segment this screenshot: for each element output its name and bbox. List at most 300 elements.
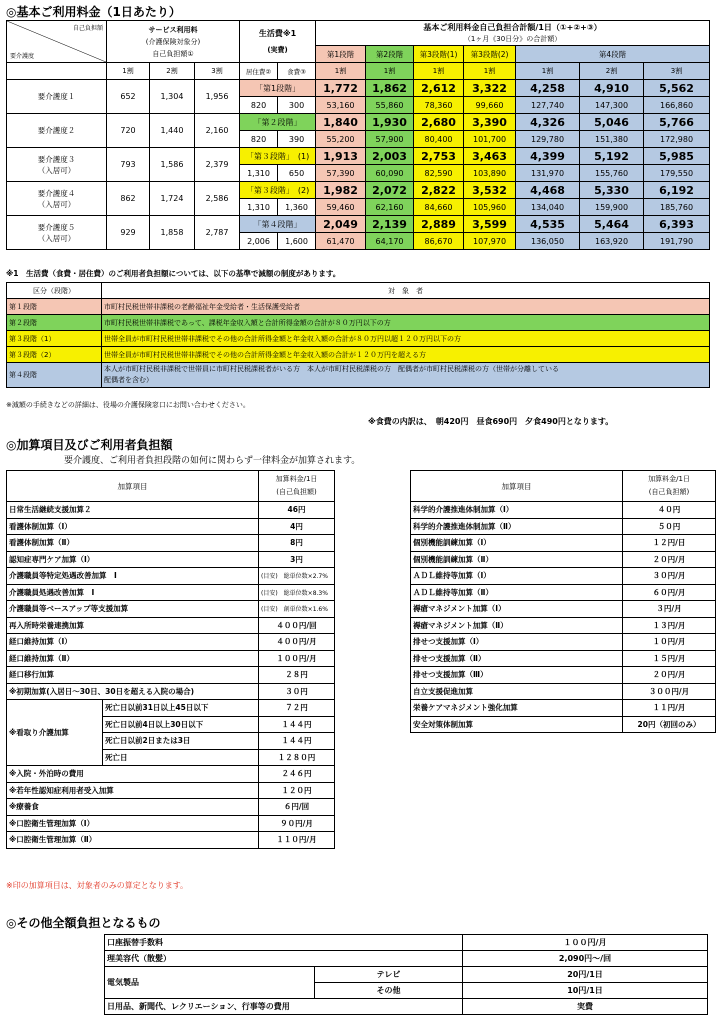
monthly-total: 172,980 <box>644 131 710 148</box>
addition-fee: １１円/月 <box>623 700 716 717</box>
service-fee-sub2: 自己負担額① <box>152 49 194 58</box>
stage-label: 第１段階 <box>7 299 102 315</box>
wari-head: 3割 <box>195 63 240 80</box>
addition-fee: ４０円 <box>623 502 716 519</box>
addition-row <box>7 518 335 535</box>
daily-total: 1,840 <box>316 114 366 131</box>
addition-row <box>7 584 335 601</box>
head-fee-sub: (自己負担額) <box>648 488 690 496</box>
total-header <box>316 21 710 46</box>
care-level-label: 要介護度５ <box>37 222 76 232</box>
daily-total: 3,322 <box>464 80 516 97</box>
additions-table-left <box>6 470 335 849</box>
electric-label: 電気製品 <box>105 967 315 999</box>
stage-row <box>7 299 710 315</box>
stage-target <box>102 363 710 388</box>
addition-fee: 46円 <box>259 502 335 519</box>
addition-row <box>7 815 335 832</box>
service-fee-value: 2,379 <box>195 148 240 182</box>
stage-head-3: 第3段階(1) <box>414 46 464 63</box>
stage-label: 第３段階（1） <box>7 331 102 347</box>
blank-cell <box>7 63 107 80</box>
addition-name: ※口腔衛生管理加算（Ⅱ） <box>7 832 259 849</box>
addition-fee: (目安) 創単位数×1.6% <box>259 601 335 618</box>
addition-fee: ４００円/月 <box>259 634 335 651</box>
addition-row <box>7 766 335 783</box>
monthly-total: 134,040 <box>516 199 580 216</box>
red-note: ※印の加算項目は、対象者のみの算定となります。 <box>6 881 189 890</box>
addition-row <box>411 568 716 585</box>
daily-total: 5,464 <box>580 216 644 233</box>
service-fee-title: サービス利用料 <box>148 25 198 34</box>
total-sub: （1ヶ月《30日分》の合計額） <box>463 34 562 43</box>
daily-total: 6,393 <box>644 216 710 233</box>
addition-name: 経口維持加算（Ⅱ） <box>7 650 259 667</box>
living-cost-value: 1,360 <box>278 199 316 216</box>
stage-wari-head: 1割 <box>316 63 366 80</box>
monthly-total: 61,470 <box>316 233 366 250</box>
care-level <box>7 216 107 250</box>
head-fee-label: 加算料金/1日 <box>648 475 690 483</box>
living-col-head: 食費③ <box>278 63 316 80</box>
service-fee-value: 1,440 <box>150 114 195 148</box>
addition-fee: 3円 <box>259 551 335 568</box>
monthly-total: 127,740 <box>516 97 580 114</box>
daily-total: 1,862 <box>366 80 414 97</box>
monthly-total: 151,380 <box>580 131 644 148</box>
addition-name: 褥瘡マネジメント加算（Ⅱ） <box>411 617 623 634</box>
service-fee-header <box>107 21 240 63</box>
procedure-note: ※減額の手続きなどの詳細は、役場の介護保険窓口にお問い合わせください。 <box>6 401 250 409</box>
addition-row <box>7 832 335 849</box>
daily-total: 2,753 <box>414 148 464 165</box>
stage-target-text: 本人が市町村民税非課税で世帯員に市町村民税課税者がいる方 本人が市町村民税課税の方 配偶者が市町村民税課税の方（世帯が分離している <box>104 365 559 373</box>
addition-row <box>411 601 716 618</box>
monthly-total: 60,090 <box>366 165 414 182</box>
additions-right-head-fee <box>623 471 716 502</box>
addition-fee: ３００円/月 <box>623 683 716 700</box>
addition-row <box>7 683 335 700</box>
addition-fee: ３０円 <box>259 683 335 700</box>
addition-fee: １５円/月 <box>623 650 716 667</box>
other-item-name: 口座振替手数料 <box>105 935 463 951</box>
addition-name: 経口移行加算 <box>7 667 259 684</box>
level-row-top <box>7 182 710 199</box>
monthly-total: 191,790 <box>644 233 710 250</box>
addition-fee: ４００円/回 <box>259 617 335 634</box>
monthly-total: 131,970 <box>516 165 580 182</box>
monthly-total: 78,360 <box>414 97 464 114</box>
addition-fee: 4円 <box>259 518 335 535</box>
stage-label: 第３段階（2） <box>7 347 102 363</box>
daily-total: 2,889 <box>414 216 464 233</box>
daily-total: 3,463 <box>464 148 516 165</box>
section-title-basic-fee: ◎基本ご利用料金（1日あたり） <box>6 5 181 19</box>
daily-total: 3,532 <box>464 182 516 199</box>
living-cost-value: 300 <box>278 97 316 114</box>
level-row-top <box>7 114 710 131</box>
monthly-total: 80,400 <box>414 131 464 148</box>
addition-name: 介護職員等ベースアップ等支援加算 <box>7 601 259 618</box>
daily-total: 1,772 <box>316 80 366 97</box>
addition-fee: ２８円 <box>259 667 335 684</box>
wari-head: 1割 <box>107 63 150 80</box>
wari-head: 2割 <box>150 63 195 80</box>
monthly-total: 99,660 <box>464 97 516 114</box>
service-fee-value: 793 <box>107 148 150 182</box>
daily-total: 3,390 <box>464 114 516 131</box>
monthly-total: 57,390 <box>316 165 366 182</box>
mitori-period: 死亡日以前2日または3日 <box>103 733 259 750</box>
daily-total: 4,910 <box>580 80 644 97</box>
daily-total: 5,046 <box>580 114 644 131</box>
addition-name: 看護体制加算（Ⅱ） <box>7 535 259 552</box>
service-fee-value: 1,724 <box>150 182 195 216</box>
stage-head-category: 区分（段階） <box>7 283 102 299</box>
monthly-total: 129,780 <box>516 131 580 148</box>
stage-tag: 「第３段階」 (2) <box>240 182 316 199</box>
addition-row <box>411 535 716 552</box>
monthly-total: 86,670 <box>414 233 464 250</box>
other-item-name: 理美容代（散髪） <box>105 951 463 967</box>
addition-row <box>411 551 716 568</box>
diag-top-label: 自己負担額 <box>72 25 103 32</box>
addition-row <box>411 584 716 601</box>
addition-fee: １３円/月 <box>623 617 716 634</box>
addition-name: 排せつ支援加算（Ⅰ） <box>411 634 623 651</box>
mitori-period: 死亡日 <box>103 749 259 766</box>
stage-target-text: 世帯全員が市町村民税世帯非課税でその他の合計所得金額と年金収入額の合計が８０万円以超１２０万円以下の方 <box>104 334 461 343</box>
daily-total: 4,535 <box>516 216 580 233</box>
addition-fee: (目安) 総単位数×2.7% <box>259 568 335 585</box>
additions-subtitle: 要介護度、ご利用者負担段階の如何に関わらず一律料金が加算されます。 <box>64 456 361 466</box>
addition-row <box>411 634 716 651</box>
living-cost-value: 1,600 <box>278 233 316 250</box>
addition-fee: ６円/回 <box>259 799 335 816</box>
addition-name: 科学的介護推進体制加算（Ⅰ） <box>411 502 623 519</box>
daily-total: 5,562 <box>644 80 710 97</box>
daily-total: 4,468 <box>516 182 580 199</box>
living-col-head: 居住費② <box>240 63 278 80</box>
daily-total: 5,330 <box>580 182 644 199</box>
stage-target-text: 市町村民税世帯非課税の老齢福祉年金受給者・生活保護受給者 <box>104 302 300 311</box>
living-cost-header <box>240 21 316 63</box>
addition-fee: １００円/月 <box>259 650 335 667</box>
service-fee-value: 2,160 <box>195 114 240 148</box>
addition-fee: ３０円/月 <box>623 568 716 585</box>
service-fee-sub1: (介護保険対象分) <box>145 37 201 46</box>
addition-fee: (目安) 総単位数×8.3% <box>259 584 335 601</box>
care-level-sub: （入居可） <box>37 199 76 209</box>
daily-total: 2,822 <box>414 182 464 199</box>
addition-row <box>411 617 716 634</box>
stage-target <box>102 331 710 347</box>
mitori-label: ※看取り介護加算 <box>7 700 103 766</box>
monthly-total: 55,860 <box>366 97 414 114</box>
addition-row <box>411 683 716 700</box>
living-cost-sub: (実費) <box>267 45 288 54</box>
daily-total: 2,612 <box>414 80 464 97</box>
addition-name: 科学的介護推進体制加算（Ⅱ） <box>411 518 623 535</box>
stage-wari-head: 1割 <box>516 63 580 80</box>
service-fee-value: 652 <box>107 80 150 114</box>
head-fee-label: 加算料金/1日 <box>275 475 318 483</box>
addition-fee: ６０円/月 <box>623 584 716 601</box>
daily-total: 4,399 <box>516 148 580 165</box>
stage-target <box>102 299 710 315</box>
electric-item-name: その他 <box>315 983 463 999</box>
living-cost-value: 1,310 <box>240 165 278 182</box>
mitori-row <box>7 700 335 717</box>
additions-left-head-item: 加算項目 <box>7 471 259 502</box>
addition-row <box>411 650 716 667</box>
other-costs-table <box>104 934 708 1015</box>
addition-name: 褥瘡マネジメント加算（Ⅰ） <box>411 601 623 618</box>
addition-fee: ９０円/月 <box>259 815 335 832</box>
monthly-total: 179,550 <box>644 165 710 182</box>
living-cost-value: 820 <box>240 131 278 148</box>
daily-total: 2,003 <box>366 148 414 165</box>
monthly-total: 166,860 <box>644 97 710 114</box>
addition-row <box>411 700 716 717</box>
addition-fee: ３円/月 <box>623 601 716 618</box>
addition-row <box>7 634 335 651</box>
stage-head-4: 第3段階(2) <box>464 46 516 63</box>
monthly-total: 82,590 <box>414 165 464 182</box>
stage-label: 第４段階 <box>7 363 102 388</box>
stage-row <box>7 347 710 363</box>
daily-total: 5,192 <box>580 148 644 165</box>
care-level-label: 要介護度４ <box>37 188 76 198</box>
service-fee-value: 1,956 <box>195 80 240 114</box>
living-cost-value: 1,310 <box>240 199 278 216</box>
electric-item-fee: 10円/1日 <box>463 983 708 999</box>
level-row-top <box>7 80 710 97</box>
addition-row <box>7 551 335 568</box>
addition-name: ※療養食 <box>7 799 259 816</box>
stage-tag: 「第４段階」 <box>240 216 316 233</box>
monthly-total: 84,660 <box>414 199 464 216</box>
stage-row <box>7 315 710 331</box>
total-title: 基本ご利用料金自己負担合計額/1日（①+②+③） <box>423 22 602 32</box>
section-title-other: ◎その他全額負担となるもの <box>6 916 161 930</box>
addition-row <box>7 568 335 585</box>
daily-total: 1,930 <box>366 114 414 131</box>
daily-total: 1,982 <box>316 182 366 199</box>
service-fee-value: 720 <box>107 114 150 148</box>
stage-tag: 「第２段階」 <box>240 114 316 131</box>
monthly-total: 163,920 <box>580 233 644 250</box>
monthly-total: 155,760 <box>580 165 644 182</box>
other-item-fee: １００円/月 <box>463 935 708 951</box>
additions-right-head-item: 加算項目 <box>411 471 623 502</box>
addition-name: ※若年性認知症利用者受入加算 <box>7 782 259 799</box>
daily-total: 4,326 <box>516 114 580 131</box>
addition-name: 介護職員等特定処遇改善加算 Ⅰ <box>7 568 259 585</box>
addition-row <box>7 502 335 519</box>
daily-total: 2,139 <box>366 216 414 233</box>
care-level-label: 要介護度１ <box>37 92 76 101</box>
stage-wari-head: 1割 <box>366 63 414 80</box>
addition-row <box>7 617 335 634</box>
addition-name: 介護職員処遇改善加算 Ⅰ <box>7 584 259 601</box>
care-level <box>7 182 107 216</box>
stage-row <box>7 331 710 347</box>
daily-total: 6,192 <box>644 182 710 199</box>
addition-name: 看護体制加算（Ⅰ） <box>7 518 259 535</box>
diagonal-header-cell <box>7 21 107 63</box>
service-fee-value: 2,787 <box>195 216 240 250</box>
care-level <box>7 80 107 114</box>
additions-left-head-fee <box>259 471 335 502</box>
level-row-top <box>7 216 710 233</box>
addition-fee: １０円/月 <box>623 634 716 651</box>
living-cost-value: 2,006 <box>240 233 278 250</box>
monthly-total: 105,960 <box>464 199 516 216</box>
stage-target <box>102 347 710 363</box>
living-cost-note: ※1 生活費（食費・居住費）のご利用者負担額については、以下の基準で減額の制度があります。 <box>6 269 341 278</box>
addition-name: ＡＤＬ維持等加算（Ⅰ） <box>411 568 623 585</box>
monthly-total: 159,900 <box>580 199 644 216</box>
other-row <box>105 999 708 1015</box>
other-item-fee: 実費 <box>463 999 708 1015</box>
head-fee-sub: (自己負担額) <box>276 488 317 496</box>
diag-bottom-label: 要介護度 <box>10 53 35 60</box>
living-cost-value: 820 <box>240 97 278 114</box>
addition-fee: １２０円 <box>259 782 335 799</box>
meal-note: ※食費の内訳は、 朝420円 昼食690円 夕食490円となります。 <box>368 417 614 426</box>
addition-row <box>7 799 335 816</box>
monthly-total: 103,890 <box>464 165 516 182</box>
addition-name: 経口維持加算（Ⅰ） <box>7 634 259 651</box>
addition-row <box>7 601 335 618</box>
other-item-name: 日用品、新聞代、レクリエーション、行事等の費用 <box>105 999 463 1015</box>
care-level <box>7 148 107 182</box>
addition-name: 排せつ支援加算（Ⅱ） <box>411 650 623 667</box>
addition-row <box>7 535 335 552</box>
service-fee-value: 929 <box>107 216 150 250</box>
daily-total: 2,680 <box>414 114 464 131</box>
daily-total: 4,258 <box>516 80 580 97</box>
mitori-fee: ７２円 <box>259 700 335 717</box>
stage-head-1: 第1段階 <box>316 46 366 63</box>
care-level <box>7 114 107 148</box>
other-row <box>105 951 708 967</box>
care-level-label: 要介護度２ <box>37 126 76 135</box>
electric-item-fee: 20円/1日 <box>463 967 708 983</box>
stage-target-text2: 配偶者を含む） <box>104 376 153 384</box>
addition-fee: 20円（初回のみ） <box>623 716 716 733</box>
addition-fee: ２０円/月 <box>623 667 716 684</box>
addition-fee: ２４６円 <box>259 766 335 783</box>
addition-name: 再入所時栄養連携加算 <box>7 617 259 634</box>
section-title-additions: ◎加算項目及びご利用者負担額 <box>6 438 173 452</box>
mitori-fee: １４４円 <box>259 733 335 750</box>
monthly-total: 57,900 <box>366 131 414 148</box>
addition-row <box>411 716 716 733</box>
monthly-total: 147,300 <box>580 97 644 114</box>
addition-fee: １２円/日 <box>623 535 716 552</box>
additions-table-right <box>410 470 716 733</box>
stage-wari-head: 1割 <box>464 63 516 80</box>
addition-name: 認知症専門ケア加算（Ⅰ） <box>7 551 259 568</box>
addition-name: 安全対策体制加算 <box>411 716 623 733</box>
addition-name: 自立支援促進加算 <box>411 683 623 700</box>
other-row <box>105 935 708 951</box>
addition-row <box>411 502 716 519</box>
monthly-total: 59,460 <box>316 199 366 216</box>
monthly-total: 64,170 <box>366 233 414 250</box>
daily-total: 3,599 <box>464 216 516 233</box>
addition-fee: 8円 <box>259 535 335 552</box>
addition-fee: ５０円 <box>623 518 716 535</box>
monthly-total: 62,160 <box>366 199 414 216</box>
monthly-total: 185,760 <box>644 199 710 216</box>
other-item-fee: 2,090円～/回 <box>463 951 708 967</box>
electric-item-name: テレビ <box>315 967 463 983</box>
service-fee-value: 1,858 <box>150 216 195 250</box>
addition-name: 栄養ケアマネジメント強化加算 <box>411 700 623 717</box>
basic-fee-table <box>6 20 710 250</box>
monthly-total: 101,700 <box>464 131 516 148</box>
daily-total: 5,766 <box>644 114 710 131</box>
mitori-period: 死亡日以前4日以上30日以下 <box>103 716 259 733</box>
addition-name: ※入院・外泊時の費用 <box>7 766 259 783</box>
stage-head-2: 第2段階 <box>366 46 414 63</box>
addition-name: 日常生活継続支援加算２ <box>7 502 259 519</box>
stage-row <box>7 363 710 388</box>
monthly-total: 107,970 <box>464 233 516 250</box>
other-row <box>105 967 708 983</box>
stage-target-text: 世帯全員が市町村民税世帯非課税でその他の合計所得金額と年金収入額の合計が１２０万円を超える方 <box>104 350 426 359</box>
care-level-label: 要介護度３ <box>37 154 76 164</box>
stage-tag: 「第３段階」 (1) <box>240 148 316 165</box>
service-fee-value: 2,586 <box>195 182 240 216</box>
addition-name: ※初期加算(入居日～30日、30日を超える入院の場合) <box>7 683 259 700</box>
stage-head-5: 第4段階 <box>516 46 710 63</box>
service-fee-value: 862 <box>107 182 150 216</box>
addition-name: ＡＤＬ維持等加算（Ⅱ） <box>411 584 623 601</box>
service-fee-value: 1,304 <box>150 80 195 114</box>
stage-label: 第２段階 <box>7 315 102 331</box>
addition-row <box>411 518 716 535</box>
addition-row <box>7 782 335 799</box>
addition-name: 排せつ支援加算（Ⅲ） <box>411 667 623 684</box>
monthly-total: 55,200 <box>316 131 366 148</box>
living-cost-value: 650 <box>278 165 316 182</box>
addition-fee: ２０円/月 <box>623 551 716 568</box>
daily-total: 5,985 <box>644 148 710 165</box>
stage-wari-head: 1割 <box>414 63 464 80</box>
mitori-fee: １４４円 <box>259 716 335 733</box>
monthly-total: 53,160 <box>316 97 366 114</box>
stage-wari-head: 2割 <box>580 63 644 80</box>
mitori-period: 死亡日以前31日以上45日以下 <box>103 700 259 717</box>
stage-wari-head: 3割 <box>644 63 710 80</box>
stage-target-text: 市町村民税世帯非課税であって、課税年金収入額と合計所得金額の合計が８０万円以下の方 <box>104 318 391 327</box>
addition-row <box>7 650 335 667</box>
stage-head-target: 対 象 者 <box>102 283 710 299</box>
care-level-sub: （入居可） <box>37 165 76 175</box>
living-cost-title: 生活費※1 <box>258 28 297 38</box>
addition-row <box>411 667 716 684</box>
care-level-sub: （入居可） <box>37 233 76 243</box>
daily-total: 2,072 <box>366 182 414 199</box>
living-cost-value: 390 <box>278 131 316 148</box>
monthly-total: 136,050 <box>516 233 580 250</box>
daily-total: 1,913 <box>316 148 366 165</box>
addition-fee: １１０円/月 <box>259 832 335 849</box>
